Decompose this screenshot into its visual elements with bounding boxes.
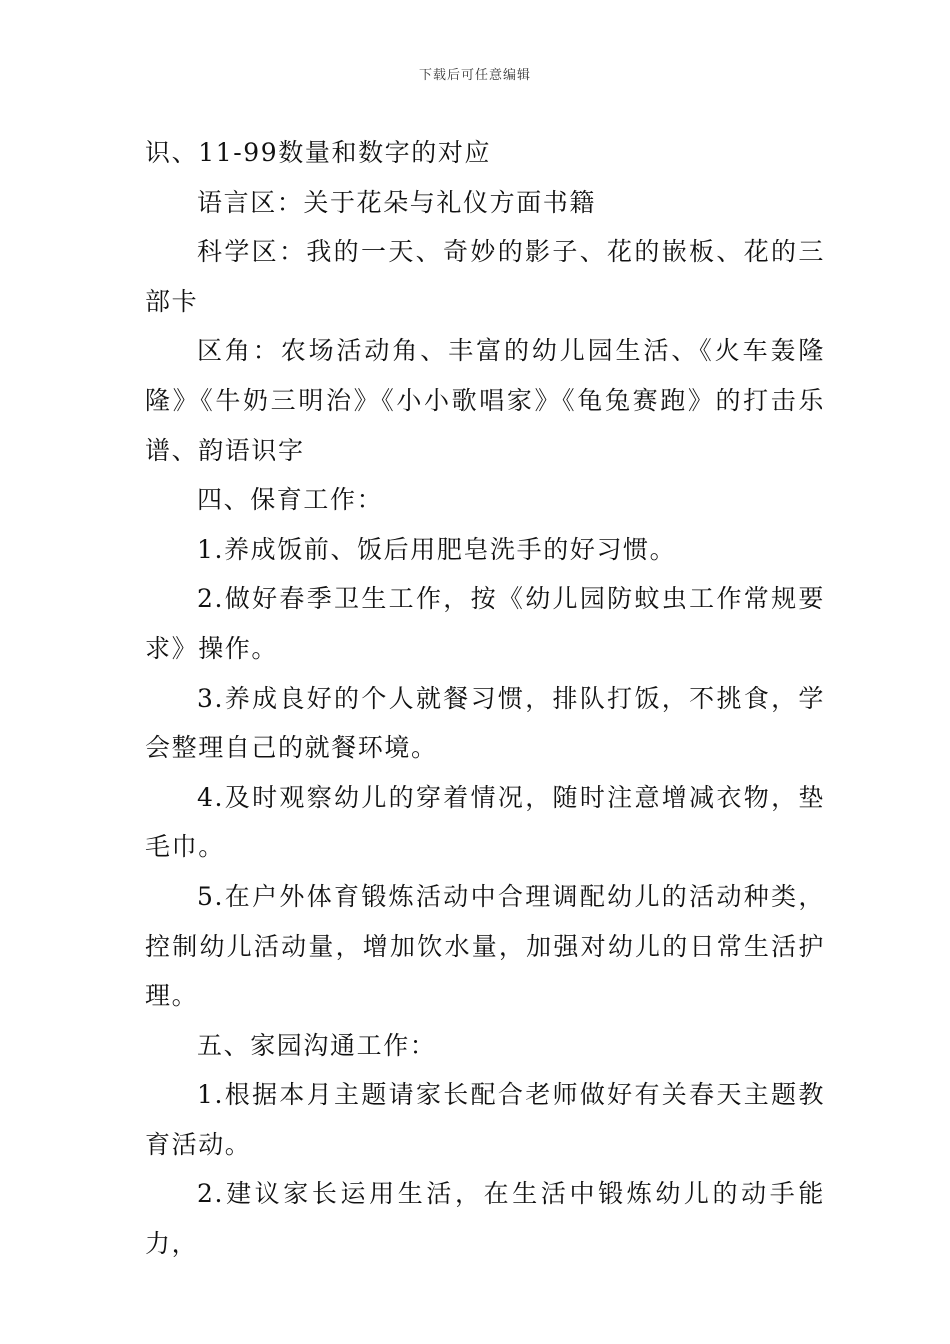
paragraph-1: 识、11-99数量和数字的对应 bbox=[145, 138, 492, 167]
paragraph-8: 3.养成良好的个人就餐习惯，排队打饭，不挑食，学会整理自己的就餐环境。 bbox=[145, 683, 825, 763]
paragraph-4: 区角：农场活动角、丰富的幼儿园生活、《火车轰隆隆》《牛奶三明治》《小小歌唱家》《龟兔赛跑》的打击乐谱、韵语识字 bbox=[145, 336, 825, 465]
paragraph-13: 2.建议家长运用生活，在生活中锻炼幼儿的动手能力， bbox=[145, 1179, 825, 1259]
section-heading-5: 五、家园沟通工作： bbox=[197, 1030, 437, 1060]
paragraph-12: 1.根据本月主题请家长配合老师做好有关春天主题教育活动。 bbox=[145, 1080, 825, 1159]
paragraph-10: 5.在户外体育锻炼活动中合理调配幼儿的活动种类，控制幼儿活动量，增加饮水量，加强对幼儿的日常生活护理。 bbox=[145, 881, 825, 1011]
paragraph-7: 2.做好春季卫生工作，按《幼儿园防蚊虫工作常规要求》操作。 bbox=[145, 584, 825, 663]
page-header: 下载后可任意编辑 bbox=[418, 68, 531, 83]
section-heading-4: 四、保育工作： bbox=[197, 485, 384, 515]
paragraph-9: 4.及时观察幼儿的穿着情况，随时注意增减衣物，垫毛巾。 bbox=[145, 782, 825, 862]
paragraph-6: 1.养成饭前、饭后用肥皂洗手的好习惯。 bbox=[197, 534, 677, 564]
paragraph-2: 语言区：关于花朵与礼仪方面书籍 bbox=[197, 187, 597, 217]
document-body bbox=[145, 128, 825, 1269]
paragraph-3: 科学区：我的一天、奇妙的影子、花的嵌板、花的三部卡 bbox=[145, 237, 825, 316]
